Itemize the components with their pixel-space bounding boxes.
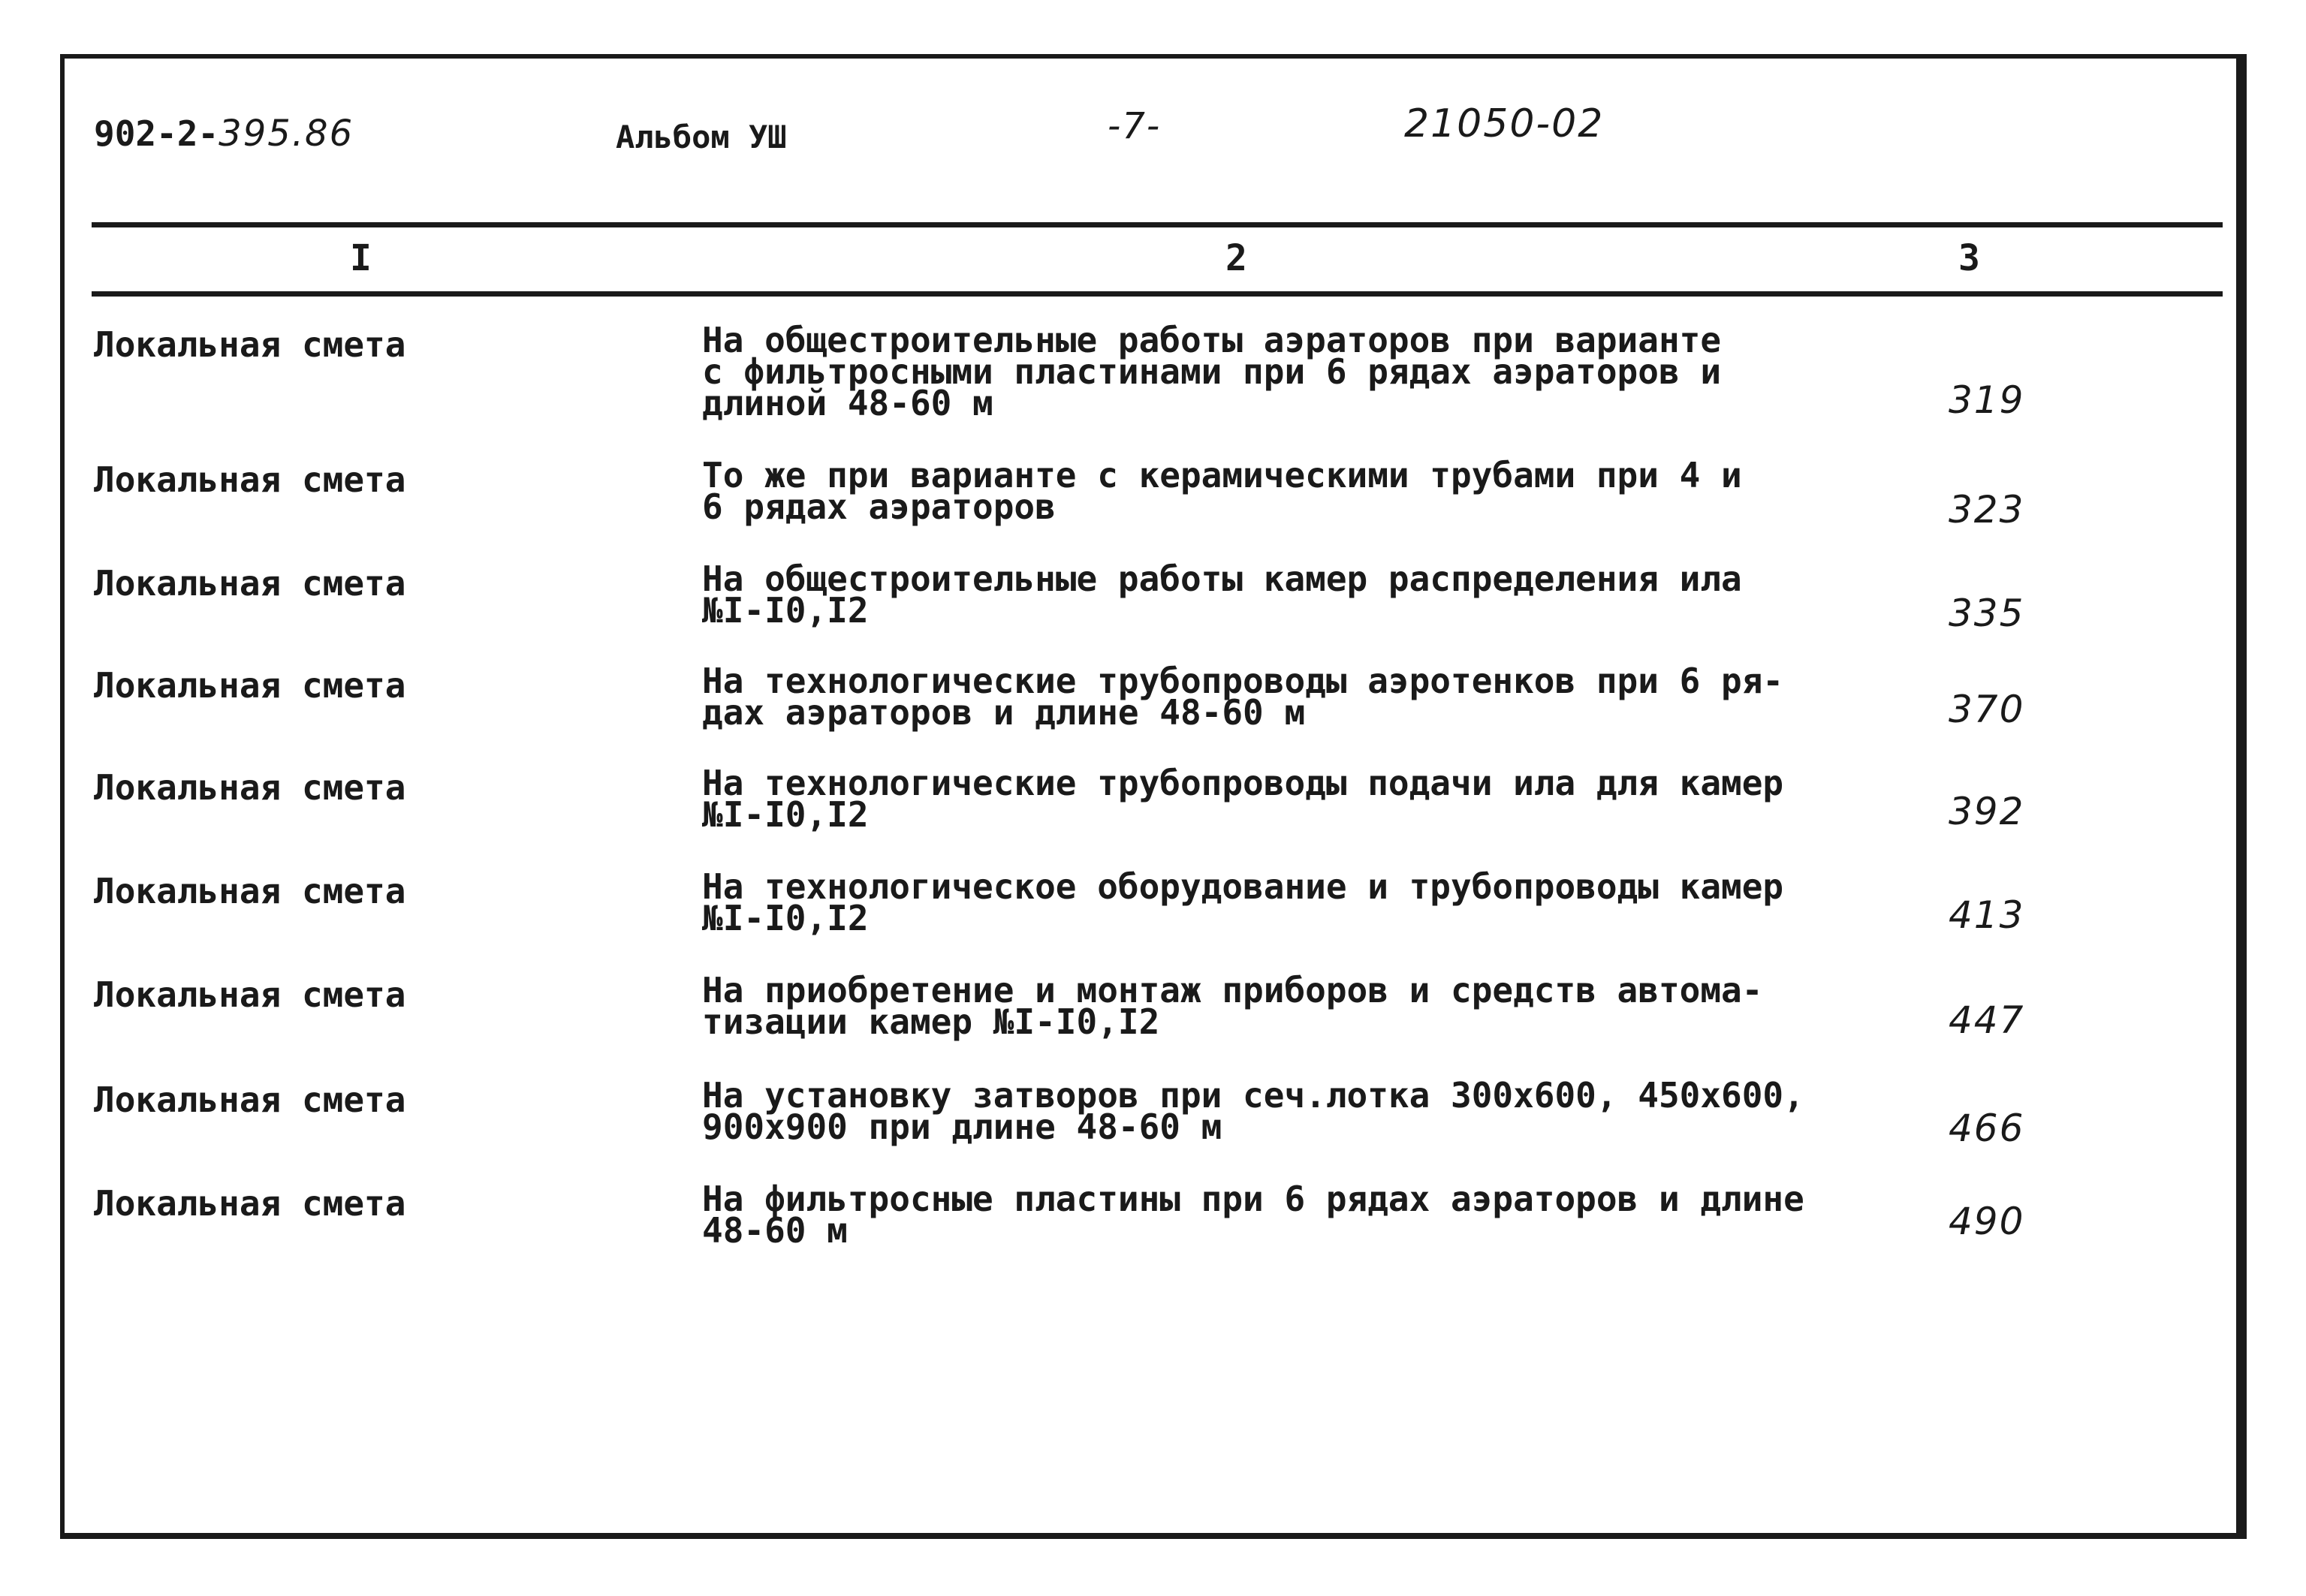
row-description: То же при варианте с керамическими трубами при 4 и 6 рядах аэраторов [702,455,1742,527]
row-page: 447 [1949,998,2025,1042]
row-type: Локальная смета [94,1080,406,1120]
row-page: 323 [1949,488,2025,531]
row-page: 466 [1949,1107,2025,1150]
doc-code-handwritten: 395.86 [219,113,354,155]
row-page: 413 [1949,893,2025,937]
doc-code [94,113,354,155]
row-description: На технологическое оборудование и трубопроводы камер №I-I0,I2 [702,866,1784,938]
table-header-rule [92,291,2223,297]
row-type: Локальная смета [94,665,406,706]
page-number: -7- [1108,105,1162,147]
doc-number: 21050-02 [1404,101,1605,146]
table-top-rule [92,222,2223,227]
row-page: 335 [1949,592,2025,635]
row-description: На общестроительные работы аэраторов при варианте с фильтросными пластинами при 6 рядах аэраторов и длиной 48-60 м [702,320,1722,423]
row-type: Локальная смета [94,974,406,1015]
row-page: 490 [1949,1200,2025,1243]
row-description: На приобретение и монтаж приборов и средств автома- тизации камер №I-I0,I2 [702,970,1763,1042]
row-description: На установку затворов при сеч.лотка 300х600, 450х600, 900х900 при длине 48-60 м [702,1075,1804,1147]
album-label: Альбом УШ [616,119,787,155]
row-type: Локальная смета [94,324,406,365]
row-page: 319 [1949,378,2025,422]
column-header-3: 3 [1958,237,1980,279]
row-type: Локальная смета [94,563,406,604]
row-type: Локальная смета [94,459,406,500]
row-page: 392 [1949,790,2025,833]
row-description: На технологические трубопроводы аэротенков при 6 ря- дах аэраторов и длине 48-60 м [702,661,1784,733]
row-description: На общестроительные работы камер распределения ила №I-I0,I2 [702,559,1742,631]
row-type: Локальная смета [94,871,406,911]
row-description: На технологические трубопроводы подачи ила для камер №I-I0,I2 [702,763,1784,835]
column-header-1: I [350,237,372,279]
row-description: На фильтросные пластины при 6 рядах аэраторов и длине 48-60 м [702,1179,1804,1251]
row-page: 370 [1949,688,2025,731]
row-type: Локальная смета [94,767,406,808]
column-header-2: 2 [1225,237,1247,279]
doc-code-prefix: 902-2- [94,113,219,154]
row-type: Локальная смета [94,1183,406,1224]
